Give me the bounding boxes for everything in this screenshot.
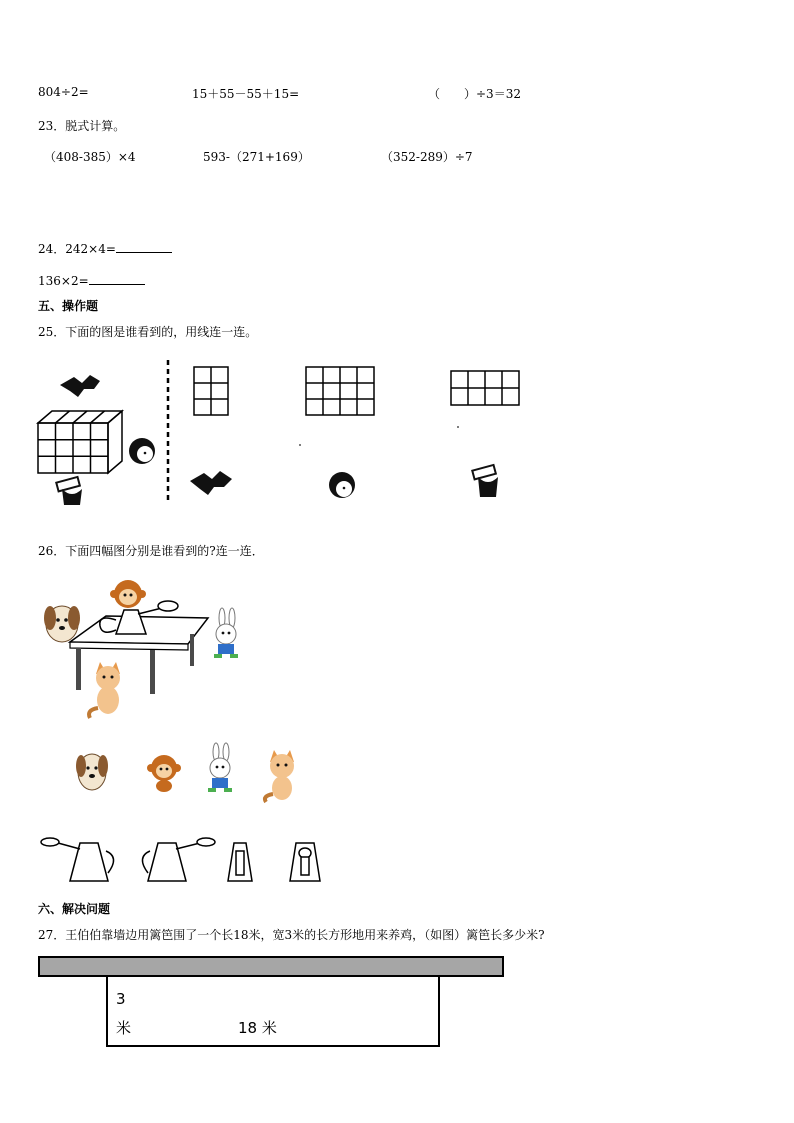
boy-icon [329,472,355,498]
dog-icon [44,606,80,642]
view-can-back [290,843,320,881]
expr-15-plus-55: 15＋55－55＋15= [192,87,300,101]
cat-icon [89,662,120,718]
section-6-title: 六、解决问题 [38,902,111,916]
length-label: 18 米 [238,1019,277,1037]
rabbit-icon [214,608,238,658]
q25-title: 25．下面的图是谁看到的，用线连一连。 [38,325,258,339]
table-leg [76,648,81,690]
q24-expr-2: 136×2= [38,274,89,288]
q26-animals-row [70,742,310,802]
monkey-icon [147,755,181,792]
monkey-icon [110,580,146,608]
expr-804-div-2: 804÷2= [38,85,89,99]
expr-blank-div-3: （ ）÷3＝32 [428,87,521,101]
q24-line-1 [38,240,172,257]
q23-title: 23．脱式计算。 [38,119,126,133]
table-leg [150,650,155,694]
bird-icon [190,471,232,495]
cube-stack [38,411,122,473]
q26-title: 26．下面四幅图分别是谁看到的?连一连． [38,544,264,558]
q24-expr-1: 24．242×4= [38,242,116,256]
view-can-front [228,843,252,881]
table-leg [190,634,194,666]
view-grid-4x3 [306,367,374,415]
q23-expr-1: （408-385）×4 [44,150,136,164]
q27-title: 27．王伯伯靠墙边用篱笆围了一个长18米，宽3米的长方形地用来养鸡，（如图）篱笆长多少米? [38,928,545,942]
view-can-side-left [41,838,114,881]
q24-answer-blank-1[interactable] [116,240,172,253]
rabbit-icon [208,743,232,792]
hat-person-icon [472,465,498,497]
dog-icon [76,754,108,790]
view-grid-2x3 [194,367,228,415]
q24-line-2 [38,272,145,288]
cat-icon [265,750,294,802]
section-5-title: 五、操作题 [38,299,99,313]
hat-person-icon [56,477,82,505]
q24-answer-blank-2[interactable] [89,272,145,285]
width-number: 3 [116,990,126,1008]
bird-icon [60,375,100,397]
q26-scene [40,578,260,728]
q26-views-row [40,835,340,890]
q23-expr-2: 593-（271+169） [203,150,310,164]
width-unit: 米 [116,1019,132,1037]
view-can-side-right [142,838,215,881]
q25-figure [30,355,540,525]
boy-icon [129,438,155,464]
view-grid-4x2 [451,371,519,405]
wall-bar [38,956,504,977]
q23-expr-3: （352-289）÷7 [381,150,473,164]
